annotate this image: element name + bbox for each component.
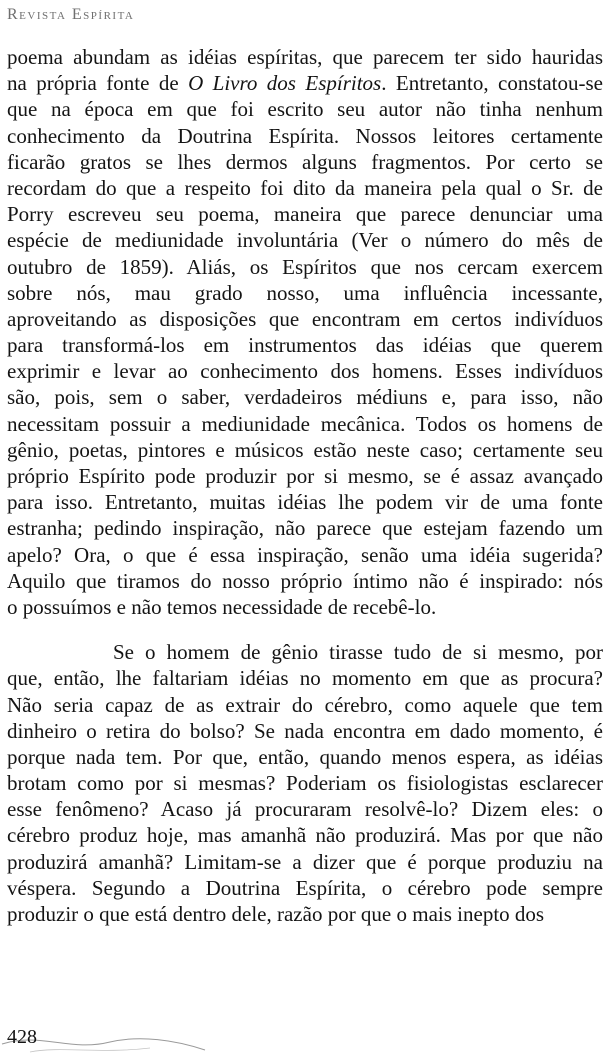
text-line (7, 718, 603, 744)
text-line (7, 384, 603, 410)
page-number: 428 (7, 1026, 37, 1048)
text-run: poema abundam as idéias espíritas, que parecem ter sido hauridas (7, 45, 603, 69)
text-line (7, 875, 603, 901)
text-run: dinheiro o retira do bolso? Se nada encontra em dado momento, é (7, 718, 603, 743)
text-line (7, 849, 603, 875)
text-line (7, 489, 603, 515)
text-line (7, 306, 603, 332)
text-run: para transformá-los em instrumentos das idéias que querem (7, 333, 603, 358)
text-run: o possuímos e não temos necessidade de recebê-lo. (7, 594, 437, 619)
text-line (7, 744, 603, 770)
text-run: brotam como por si mesmas? Poderiam os fisiologistas esclarecer (7, 771, 603, 796)
text-run: espécie de mediunidade involuntária (Ver o número do mês de (7, 228, 603, 253)
text-run: que, então, lhe faltariam idéias no momento em que as procura? (7, 666, 603, 691)
paragraph-gap (7, 620, 603, 639)
text-run: outubro de 1859). Aliás, os Espíritos que nos cercam exercem (7, 254, 603, 279)
paragraph (7, 44, 603, 620)
text-line (7, 594, 603, 620)
text-run: estranha; pedindo inspiração, não parece que estejam fazendo um (7, 516, 603, 541)
text-run: ficarão gratos se lhes dermos alguns fragmentos. Por certo se (7, 149, 603, 174)
text-run: recordam do que a respeito foi dito da maneira pela qual o Sr. de (7, 175, 603, 200)
text-line (7, 149, 603, 175)
text-run: conhecimento da Doutrina Espírita. Nossos leitores certamente (7, 123, 603, 148)
text-run: produzir o que está dentro dele, razão por que o mais inepto dos (7, 902, 545, 926)
text-run: na própria fonte de (7, 71, 189, 96)
text-line (7, 123, 603, 149)
text-line (7, 515, 603, 541)
text-line (7, 175, 603, 201)
text-run: para isso. Entretanto, muitas idéias lhe podem vir de uma fonte (7, 490, 603, 515)
text-run: sobre nós, mau grado nosso, uma influência incessante, (7, 280, 603, 305)
text-line (7, 822, 603, 848)
running-head: Revista Espírita (7, 6, 135, 23)
text-run: produzirá amanhã? Limitam-se a dizer que é porque produziu na (7, 849, 603, 874)
text-run: gênio, poetas, pintores e músicos estão neste caso; certamente seu (7, 437, 603, 462)
text-run: . Entretanto, constatou-se (381, 71, 603, 96)
text-line (7, 901, 603, 927)
text-line (7, 639, 603, 665)
text-run: são, pois, sem o saber, verdadeiros médiuns e, para isso, não (7, 385, 603, 410)
text-run: que na época em que foi escrito seu autor não tinha nenhum (7, 97, 603, 122)
text-line (7, 201, 603, 227)
text-line (7, 796, 603, 822)
text-line (7, 70, 603, 96)
text-run: exprimir e levar ao conhecimento dos homens. Esses indivíduos (7, 359, 603, 384)
text-run: Aquilo que tiramos do nosso próprio íntimo não é inspirado: nós (7, 568, 603, 593)
text-line (7, 96, 603, 122)
text-run: Porry escreveu seu poema, maneira que parece denunciar uma (7, 202, 603, 227)
text-run: apelo? Ora, o que é essa inspiração, senão uma idéia sugerida? (7, 542, 603, 567)
text-run: véspera. Segundo a Doutrina Espírita, o cérebro pode sempre (7, 875, 603, 900)
text-line (7, 44, 603, 70)
text-line (7, 411, 603, 437)
text-line (7, 568, 603, 594)
text-run: necessitam possuir a mediunidade mecânica. Todos os homens de (7, 411, 603, 436)
text-line (7, 280, 603, 306)
text-line (7, 665, 603, 691)
text-line (7, 358, 603, 384)
text-run: cérebro produz hoje, mas amanhã não produzirá. Mas por que não (7, 823, 603, 848)
page-body (7, 44, 603, 927)
text-run: esse fenômeno? Acaso já procuraram resolvê-lo? Dizem eles: o (7, 797, 603, 822)
text-line (7, 542, 603, 568)
text-run: porque nada tem. Por que, então, quando menos espera, as idéias (7, 744, 603, 769)
text-line (7, 437, 603, 463)
paragraph (7, 639, 603, 927)
text-run: aproveitando as disposições que encontram em certos indivíduos (7, 306, 603, 331)
text-run: próprio Espírito pode produzir por si mesmo, se é assaz avançado (7, 464, 603, 488)
text-line (7, 254, 603, 280)
text-line (7, 332, 603, 358)
text-line (7, 692, 603, 718)
text-line (7, 463, 603, 489)
text-run: Não seria capaz de as extrair do cérebro, como aquele que tem (7, 692, 603, 717)
text-run: Se o homem de gênio tirasse tudo de si mesmo, por (113, 640, 603, 665)
text-line (7, 770, 603, 796)
text-line (7, 227, 603, 253)
book-title: O Livro dos Espíritos (188, 71, 382, 96)
